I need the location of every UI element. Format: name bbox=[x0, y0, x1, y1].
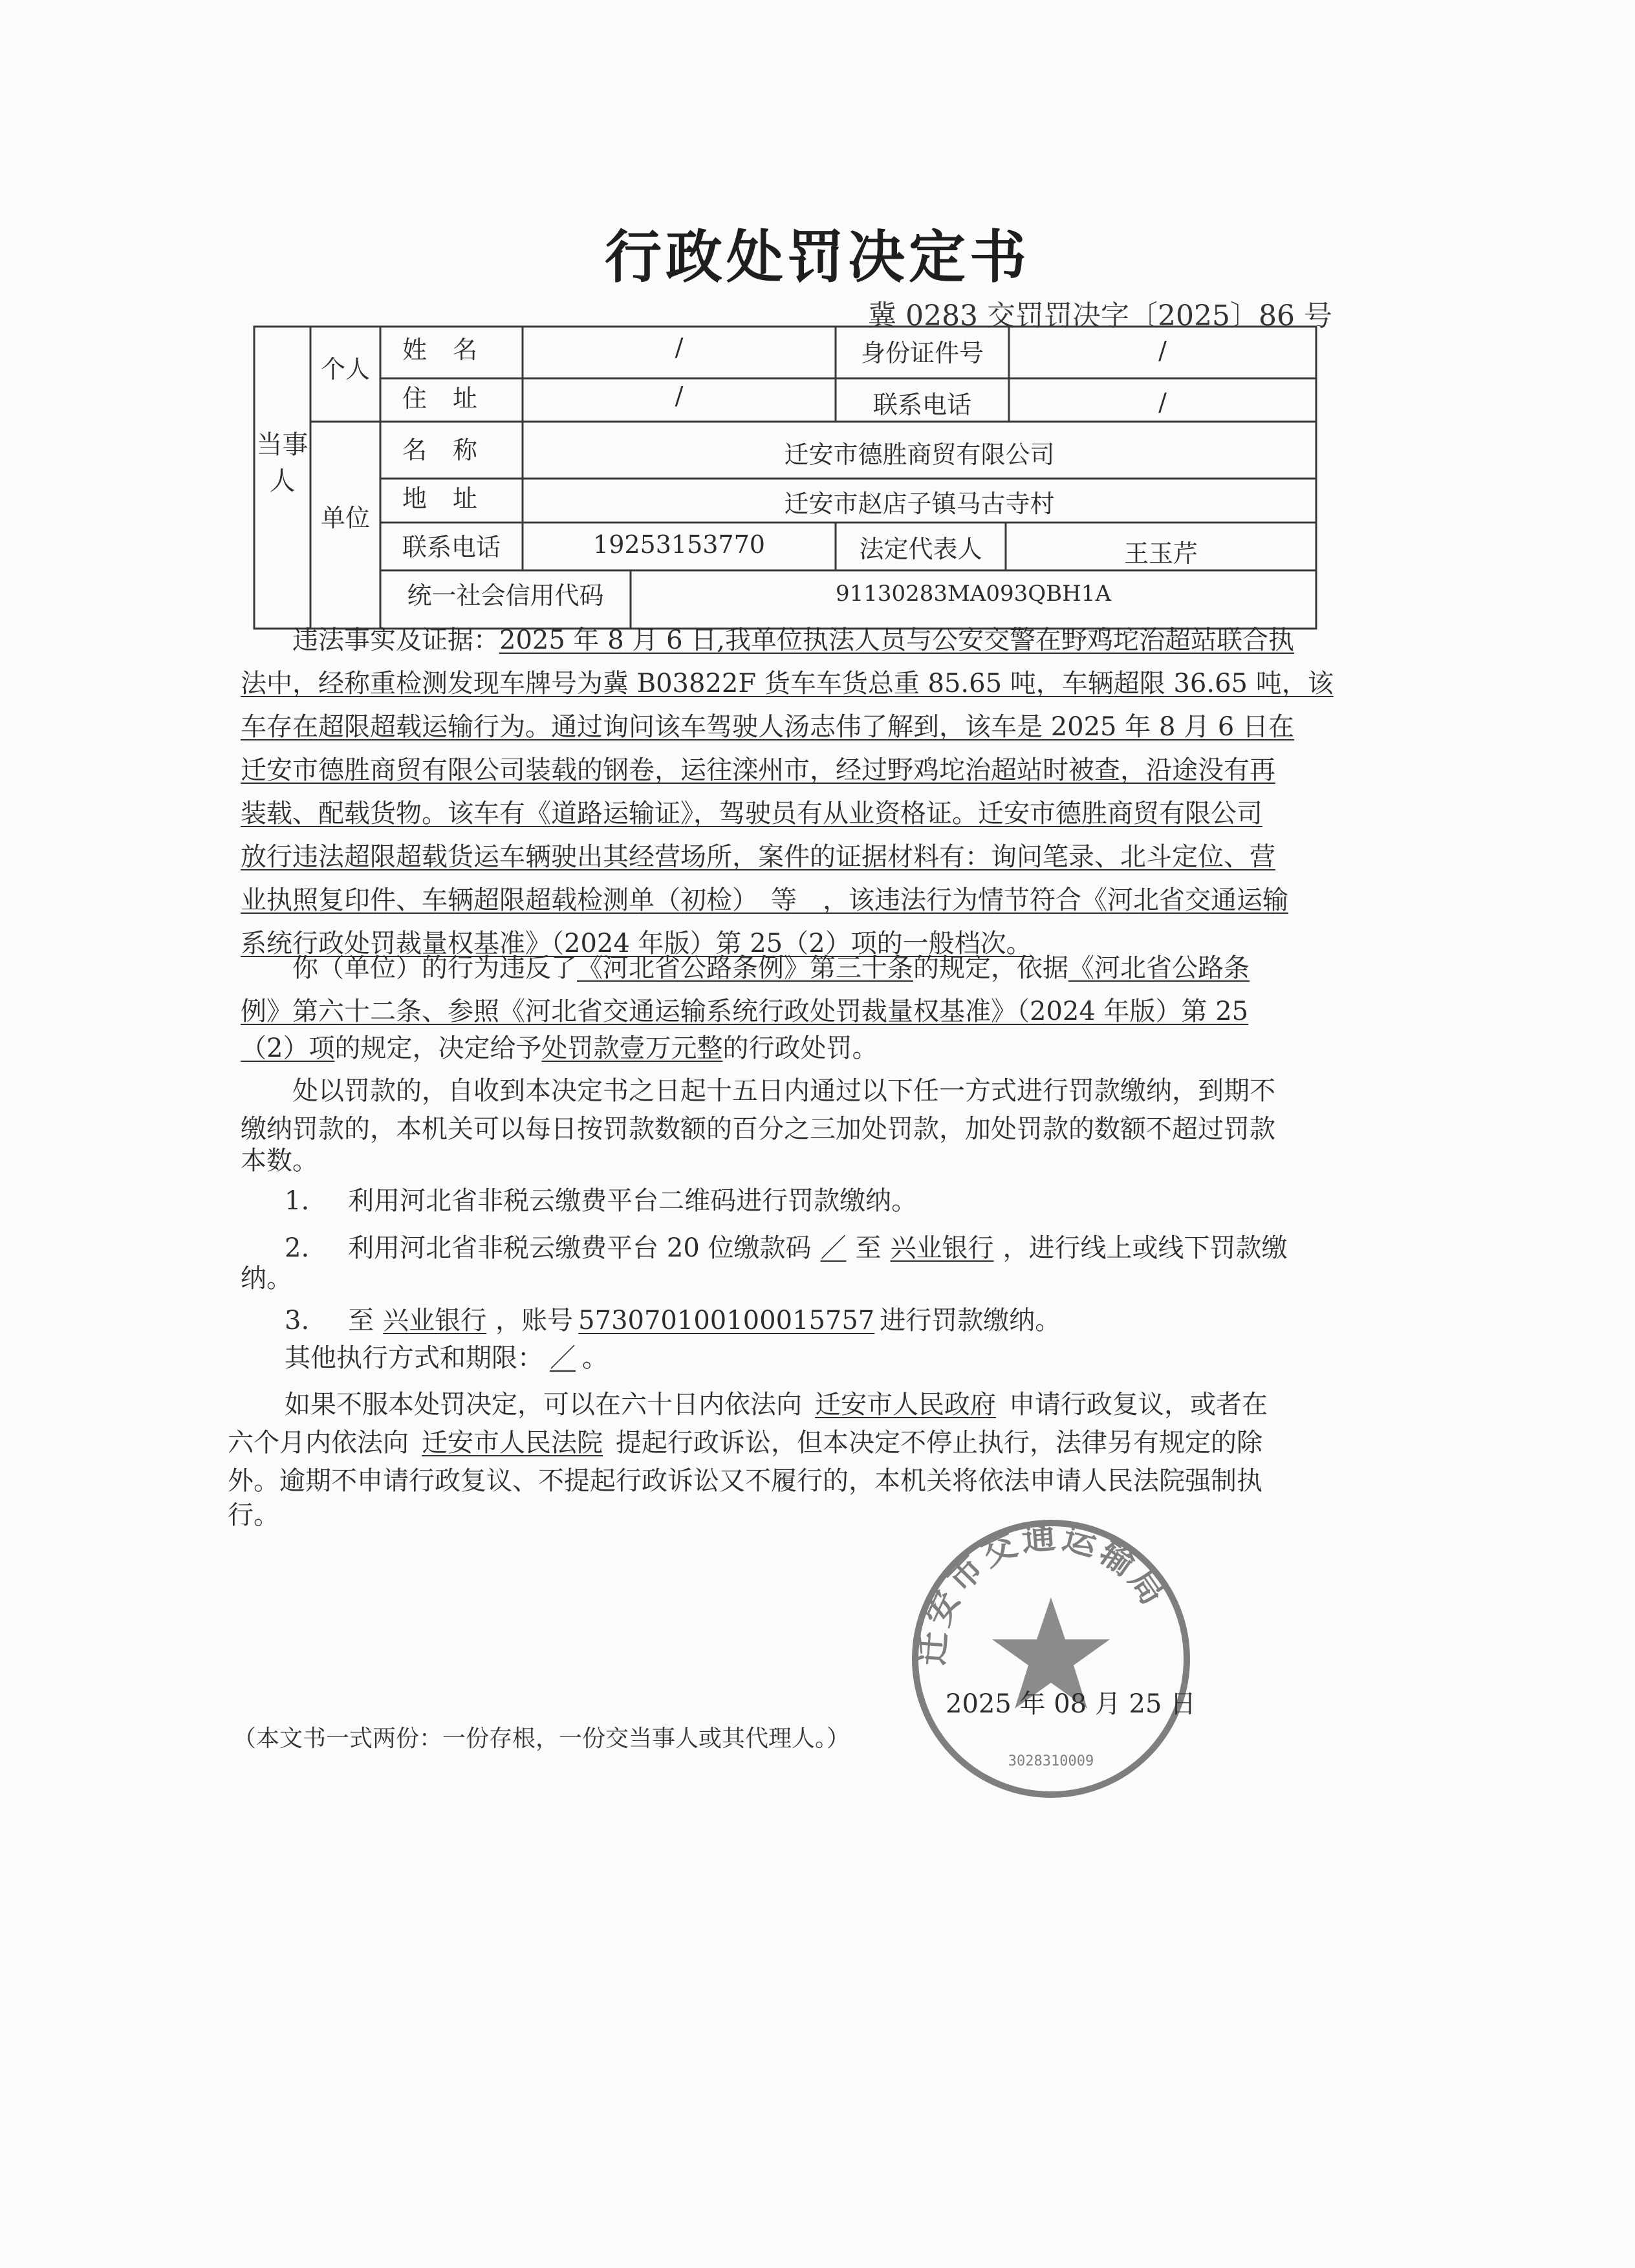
legal-rep-label: 法定代表人 bbox=[859, 535, 982, 563]
unit-name-label: 名称 bbox=[402, 436, 503, 464]
issue-date: 2025 年 08 月 25 日 bbox=[946, 1689, 1196, 1719]
method-3-text-b: ，账号 bbox=[495, 1306, 574, 1335]
review-authority: 迁安市人民政府 bbox=[815, 1390, 996, 1420]
document-number: 冀 0283 交罚罚决字〔2025〕86 号 bbox=[868, 299, 1332, 332]
facts-line-1 bbox=[292, 624, 1294, 656]
name-value: / bbox=[675, 333, 684, 362]
method-3-text-c: 进行罚款缴纳。 bbox=[880, 1306, 1061, 1335]
appeal-line-2 bbox=[228, 1427, 1262, 1459]
method-1-number: 1. bbox=[285, 1186, 310, 1216]
violation-line-3 bbox=[241, 1032, 878, 1064]
method-3 bbox=[285, 1304, 1061, 1337]
credit-code-label: 统一社会信用代码 bbox=[407, 581, 604, 610]
other-method bbox=[285, 1342, 608, 1374]
method-3-number: 3. bbox=[285, 1306, 310, 1335]
other-method-end: 。 bbox=[582, 1343, 608, 1373]
violated-law: 《河北省公路条例》第三十条 bbox=[577, 953, 913, 983]
method-3-account: 573070100100015757 bbox=[578, 1306, 875, 1335]
legal-rep-value: 王玉芹 bbox=[1123, 539, 1198, 568]
facts-line-6: 放行违法超限超载货运车辆驶出其经营场所，案件的证据材料有：询问笔录、北斗定位、营 bbox=[241, 842, 1275, 872]
appeal-text-1: 如果不服本处罚决定，可以在六十日内依法向 bbox=[285, 1390, 802, 1420]
credit-code-value: 91130283MA093QBH1A bbox=[835, 581, 1111, 607]
appeal-text-2: 申请行政复议，或者在 bbox=[1009, 1390, 1268, 1420]
facts-line-7: 业执照复印件、车辆超限超载检测单（初检） 等 ，该违法行为情节符合《河北省交通运输 bbox=[241, 885, 1288, 915]
method-2 bbox=[285, 1232, 1288, 1264]
facts-line-3: 车存在超限超载运输行为。通过询问该车驾驶人汤志伟了解到，该车是 2025 年 8 月 6 日在 bbox=[241, 712, 1294, 742]
svg-text:迁安市交通运输局: 迁安市交通运输局 bbox=[913, 1517, 1175, 1667]
name-label: 姓名 bbox=[402, 336, 503, 364]
method-2-text-d: 纳。 bbox=[241, 1264, 292, 1293]
address-label: 住址 bbox=[402, 384, 503, 413]
violation-text-1: 你（单位）的行为违反了 bbox=[292, 953, 577, 983]
appeal-line-4: 行。 bbox=[228, 1500, 279, 1530]
method-2-text-b: 至 bbox=[855, 1233, 882, 1263]
id-label: 身份证件号 bbox=[860, 339, 984, 367]
method-2-text-a: 利用河北省非税云缴费平台 20 位缴款码 bbox=[348, 1233, 812, 1263]
unit-label: 单位 bbox=[320, 504, 370, 532]
payment-line-3: 本数。 bbox=[241, 1146, 318, 1176]
violation-text-3: 的规定，决定给予 bbox=[334, 1033, 542, 1063]
basis-law-b: 例》第六十二条、参照《河北省交通运输系统行政处罚裁量权基准》（2024 年版）第 25 bbox=[241, 997, 1249, 1026]
method-2-text-c: ，进行线上或线下罚款缴 bbox=[1002, 1233, 1288, 1263]
method-2-code: ／ bbox=[820, 1233, 847, 1263]
svg-text:3028310009: 3028310009 bbox=[1008, 1753, 1094, 1769]
method-3-bank: 兴业银行 bbox=[383, 1306, 487, 1335]
violation-line-1 bbox=[292, 952, 1250, 984]
unit-phone-value: 19253153770 bbox=[593, 530, 765, 559]
facts-text-1: 2025 年 8 月 6 日,我单位执法人员与公安交警在野鸡坨治超站联合执 bbox=[499, 625, 1294, 655]
other-method-value: ／ bbox=[550, 1343, 576, 1373]
payment-line-1: 处以罚款的，自收到本决定书之日起十五日内通过以下任一方式进行罚款缴纳，到期不 bbox=[292, 1076, 1275, 1106]
method-2-number: 2. bbox=[285, 1233, 310, 1263]
unit-address-value: 迁安市赵店子镇马古寺村 bbox=[784, 490, 1055, 518]
appeal-text-3: 六个月内依法向 bbox=[228, 1428, 409, 1458]
payment-line-2: 缴纳罚款的，本机关可以每日按罚款数额的百分之三加处罚款，加处罚款的数额不超过罚款 bbox=[241, 1114, 1275, 1144]
method-2-bank: 兴业银行 bbox=[890, 1233, 994, 1263]
appeal-text-4: 提起行政诉讼，但本决定不停止执行，法律另有规定的除 bbox=[616, 1428, 1262, 1458]
basis-law-c: （2）项 bbox=[241, 1033, 335, 1063]
footnote: （本文书一式两份：一份存根，一份交当事人或其代理人。） bbox=[233, 1725, 850, 1752]
address-value: / bbox=[675, 382, 684, 410]
violation-text-2: 的规定，依据 bbox=[913, 953, 1068, 983]
phone-label: 联系电话 bbox=[872, 391, 971, 419]
party-label: 当事人 bbox=[256, 430, 309, 496]
appeal-line-1 bbox=[285, 1388, 1268, 1421]
basis-law-a: 《河北省公路条 bbox=[1068, 953, 1250, 983]
unit-address-label: 地址 bbox=[402, 484, 503, 513]
document-title: 行政处罚决定书 bbox=[604, 224, 1030, 290]
method-1 bbox=[285, 1185, 917, 1217]
facts-line-2: 法中，经称重检测发现车牌号为冀 B03822F 货车车货总重 85.65 吨，车辆超限 36.65 吨，该 bbox=[241, 669, 1334, 698]
facts-line-4: 迁安市德胜商贸有限公司装载的钢卷，运往滦州市，经过野鸡坨治超站时被查，沿途没有再 bbox=[241, 755, 1275, 785]
penalty-amount: 处罚款壹万元整 bbox=[541, 1033, 723, 1063]
individual-label: 个人 bbox=[320, 355, 370, 383]
violation-text-4: 的行政处罚。 bbox=[722, 1033, 878, 1063]
official-seal bbox=[899, 1507, 1203, 1811]
other-method-label: 其他执行方式和期限： bbox=[285, 1343, 543, 1373]
unit-phone-label: 联系电话 bbox=[402, 533, 501, 561]
method-1-text: 利用河北省非税云缴费平台二维码进行罚款缴纳。 bbox=[348, 1186, 918, 1216]
phone-value: / bbox=[1158, 388, 1167, 416]
method-3-text-a: 至 bbox=[348, 1306, 374, 1335]
litigation-court: 迁安市人民法院 bbox=[422, 1428, 603, 1458]
facts-label: 违法事实及证据： bbox=[292, 625, 499, 655]
facts-line-8: 系统行政处罚裁量权基准》（2024 年版）第 25（2）项的一般档次。 bbox=[241, 929, 1032, 958]
id-value: / bbox=[1158, 336, 1167, 365]
appeal-line-3: 外。逾期不申请行政复议、不提起行政诉讼又不履行的，本机关将依法申请人民法院强制执 bbox=[228, 1466, 1262, 1496]
facts-line-5: 装载、配载货物。该车有《道路运输证》，驾驶员有从业资格证。迁安市德胜商贸有限公司 bbox=[241, 799, 1262, 828]
unit-name-value: 迁安市德胜商贸有限公司 bbox=[784, 440, 1055, 469]
